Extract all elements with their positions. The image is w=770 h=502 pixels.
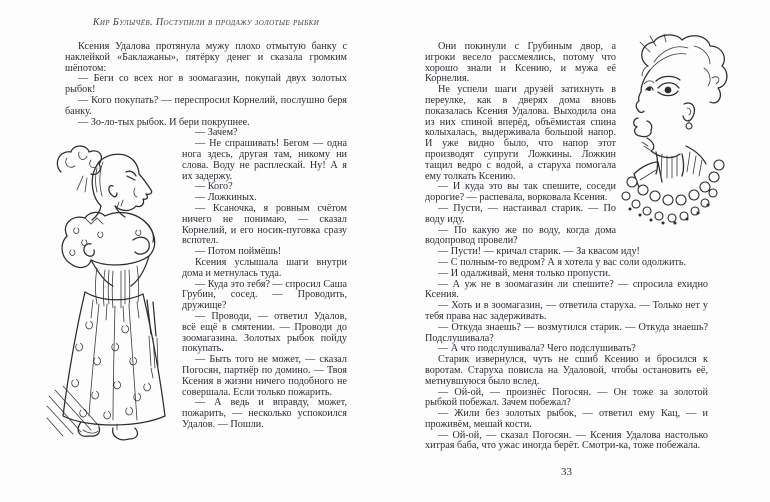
paragraph: — Потом поймёшь!: [195, 246, 282, 258]
woman-head-illustration: [620, 42, 708, 232]
standing-old-woman-drawing: [47, 144, 182, 446]
paragraph: Они покинули с Грубиным двор, а игроки весело рассмеялись, потому что хорошо знали и Ксению, и мужа её Корнелия.: [425, 41, 616, 85]
paragraph: — И одалживай, меня только пропусти.: [438, 267, 611, 279]
left-column-top-paragraphs: [65, 42, 347, 128]
paragraph: — И куда это вы так спешите, соседи дорогие? — распевала, ворковала Ксения.: [425, 181, 616, 204]
paragraph: — Пусти! — кричал старик. — За квасом иду!: [438, 246, 640, 258]
paragraph: — А что подслушивала? Чего подслушивать?: [438, 343, 636, 355]
paragraph: — Хоть и в зоомагазин, — ответила старуха. — Только нет у тебя права нас задерживать.: [425, 300, 708, 322]
paragraph: — С полным-то ведром? А я хотела у вас соли одолжить.: [438, 256, 687, 268]
paragraph: — Проводи, — ответил Удалов, всё ещё в смятении. — Проводи до зоомагазина. Золотых рыбок пойду покупать.: [182, 310, 347, 355]
paragraph: — Кого?: [195, 181, 233, 193]
running-head: Кир Булычёв. Поступили в продажу золотые рыбки: [92, 17, 320, 28]
paragraph: — Ой-ой, — сказал Погосян. — Ксения Удалова настолько хитрая баба, что ужас иногда берёт. Смотри-ка, тоже побежала.: [425, 429, 708, 452]
paragraph: — Куда это тебя? — спросил Саша Грубин, сосед. — Проводить, дружище?: [182, 278, 347, 312]
paragraph: — Не спрашивать! Бегом — одна нога здесь, другая там, никому ни слова. Воду не расплескай. Ну! А я их задержу.: [182, 138, 347, 182]
woman-head-drawing: [620, 34, 740, 224]
paragraph: — Ксаночка, я ровным счётом ничего не понимаю, — сказал Корнелий, и его носик-пуговка сразу вспотел.: [182, 202, 347, 247]
paragraph: — Ложкиных.: [195, 192, 257, 204]
paragraph: — А ведь и вправду, может, пожарить, — несколько успокоился Удалов. — Пошли.: [182, 397, 347, 430]
paragraph: — Кого покупать? — переспросил Корнелий, послушно беря банку.: [65, 94, 347, 117]
paragraph: — А уж не в зоомагазин ли спешите? — спросила ехидно Ксения.: [425, 278, 708, 301]
paragraph: — Жили без золотых рыбок, — ответил ему Кац, — и проживём, мешай кости.: [425, 408, 708, 430]
paragraph: Старик извернулся, чуть не сшиб Ксению и бросился к воротам. Старуха повисла на Удаловой, чтобы остановить её, метнувшуюся было вслед.: [425, 354, 708, 387]
bead-necklace: [622, 160, 724, 225]
paragraph: — Беги со всех ног в зоомагазин, покупай двух золотых рыбок!: [65, 73, 347, 96]
paragraph: Не успели шаги друзей затихнуть в переулке, как в дверях дома вновь показалась Ксения Удалова. Выходила она из них спиной вперёд, объёмистая спина колыхалась, выдерживала большой напор. И уже видно было, что напор этот производят супруги Ложкины. Ложкин тащил ведро с водой, а старуха помогала ему толкать Ксению.: [425, 84, 616, 182]
paragraph: — Зачем?: [195, 127, 238, 139]
left-text-column: [65, 42, 347, 462]
paragraph: Ксения Удалова протянула мужу плохо отмытую банку с наклейкой «Баклажаны», пятёрку денег и сказала громким шёпотом:: [65, 41, 347, 74]
paragraph: — Зо-ло-тых рыбок. И бери покрупнее.: [78, 116, 250, 128]
paragraph: — По какую же по воду, когда дома водопровод провели?: [425, 224, 616, 247]
paragraph: — Быть того не может, — сказал Погосян, партнёр по домино. — Твоя Ксения в жизни ничего подобного не совершала. Если только пожарить.: [182, 354, 347, 398]
paragraph: — Ой-ой, — произнёс Погосян. — Он тоже за золотой рыбкой побежал. Зачем побежал?: [425, 386, 708, 409]
paragraph: Ксения услышала шаги внутри дома и метнулась туда.: [182, 256, 347, 279]
paragraph: — Откуда знаешь? — возмутился старик. — Откуда знаешь? Подслушивала?: [425, 321, 708, 344]
page-number: 33: [561, 466, 572, 478]
standing-old-woman-illustration: [65, 130, 177, 462]
right-text-column: [425, 42, 708, 452]
paragraph: — Пусти, — настаивал старик. — По воду иду.: [425, 202, 616, 225]
